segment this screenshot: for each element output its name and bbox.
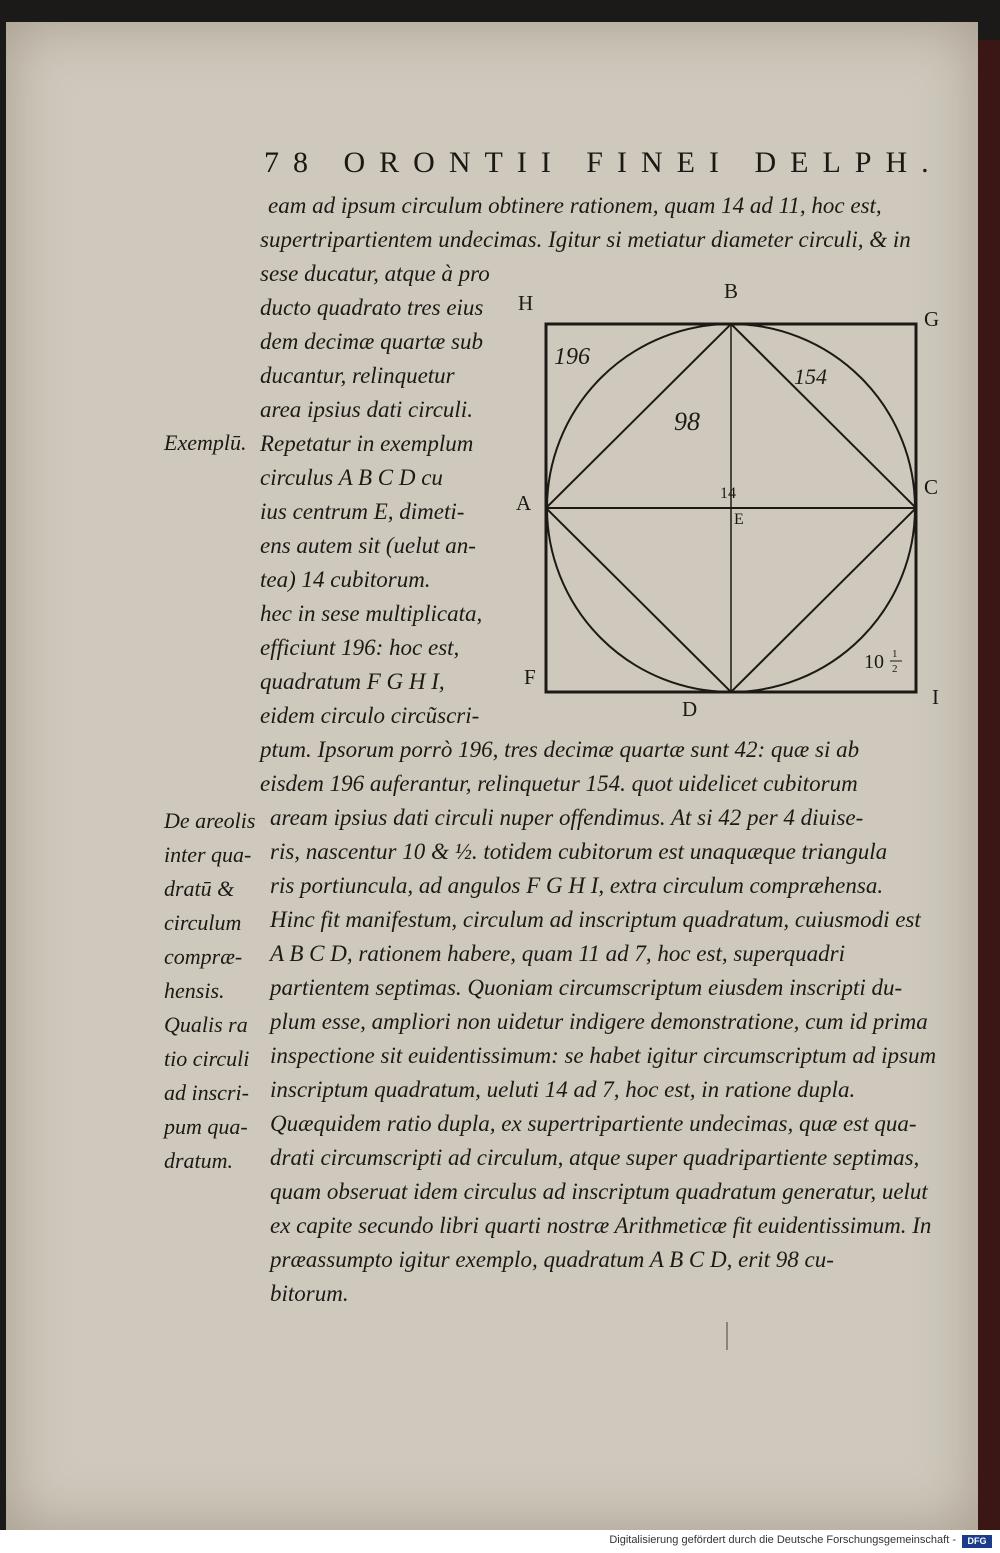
text-line: Hinc fit manifestum, circulum ad inscriptum quadratum, cuiusmodi est	[270, 907, 921, 932]
label-A: A	[516, 491, 532, 515]
text-line: ius centrum E, dimeti-	[260, 499, 465, 524]
text-line: hec in sese multiplicata,	[260, 601, 483, 626]
number-154: 154	[794, 364, 827, 389]
text-line: ducantur, relinquetur	[260, 363, 455, 388]
text-line: eam ad ipsum circulum obtinere rationem, quam 14 ad 11, hoc est,	[268, 193, 882, 218]
text-line: inscriptum quadratum, ueluti 14 ad 7, hoc est, in ratione dupla.	[270, 1077, 856, 1102]
text-line: plum esse, ampliori non uidetur indigere demonstratione, cum id prima	[270, 1009, 928, 1034]
margin-note: De areolis	[164, 808, 256, 833]
text-line: tea) 14 cubitorum.	[260, 567, 431, 592]
margin-note: hensis.	[164, 978, 225, 1003]
margin-note: Qualis ra	[164, 1012, 248, 1037]
text-line: aream ipsius dati circuli nuper offendimus. At si 42 per 4 diuise-	[270, 805, 864, 830]
margin-note: pum qua-	[164, 1114, 248, 1139]
geometry-figure	[506, 272, 966, 722]
label-E: E	[734, 511, 744, 528]
label-F: F	[524, 665, 536, 689]
fraction-numerator: 1	[892, 648, 898, 660]
text-line: circulus A B C D cu	[260, 465, 443, 490]
fraction-denominator: 2	[892, 663, 898, 675]
text-line: eidem circulo circũscri-	[260, 703, 480, 728]
number-98: 98	[674, 407, 700, 436]
text-line: inspectione sit euidentissimum: se habet igitur circumscriptum ad ipsum	[270, 1043, 937, 1068]
text-line: ptum. Ipsorum porrò 196, tres decimæ quartæ sunt 42: quæ si ab	[260, 737, 860, 762]
text-line: supertripartientem undecimas. Igitur si metiatur diameter circuli, & in	[260, 227, 911, 252]
text-line: quam obseruat idem circulus ad inscriptum quadratum generatur, uelut	[270, 1179, 928, 1204]
number-10: 10	[864, 651, 884, 673]
margin-note: ad inscri-	[164, 1080, 249, 1105]
margin-note: compræ-	[164, 944, 243, 969]
margin-note: inter qua-	[164, 842, 252, 867]
text-line: sese ducatur, atque à pro	[260, 261, 490, 286]
label-H: H	[518, 291, 534, 315]
text-line: dem decimæ quartæ sub	[260, 329, 483, 354]
text-line: bitorum.	[270, 1281, 349, 1306]
label-B: B	[724, 279, 739, 303]
number-196: 196	[554, 344, 590, 370]
margin-note: Exemplū.	[164, 430, 247, 455]
text-line: Quæquidem ratio dupla, ex supertripartiente undecimas, quæ est qua-	[270, 1111, 917, 1136]
text-line: præassumpto igitur exemplo, quadratum A B C D, erit 98 cu-	[270, 1247, 834, 1272]
text-line: quadratum F G H I,	[260, 669, 445, 694]
text-line: A B C D, rationem habere, quam 11 ad 7, hoc est, superquadri	[270, 941, 845, 966]
dfg-logo-icon: DFG	[962, 1535, 992, 1548]
label-D: D	[682, 697, 698, 721]
margin-note: dratum.	[164, 1148, 234, 1173]
text-line: Repetatur in exemplum	[260, 431, 474, 456]
label-G: G	[924, 307, 940, 331]
number-14: 14	[720, 485, 736, 502]
margin-note: circulum	[164, 910, 242, 935]
margin-note: dratū &	[164, 876, 235, 901]
text-line: ducto quadrato tres eius	[260, 295, 484, 320]
label-I: I	[932, 685, 939, 709]
margin-note: tio circuli	[164, 1046, 250, 1071]
text-line: partientem septimas. Quoniam circumscriptum eiusdem inscripti du-	[270, 975, 903, 1000]
text-line: ris portiuncula, ad angulos F G H I, extra circulum compræhensa.	[270, 873, 884, 898]
text-line: ex capite secundo libri quarti nostræ Arithmeticæ fit euidentissimum. In	[270, 1213, 932, 1238]
printer-mark	[726, 1322, 728, 1350]
footer-bar	[0, 1530, 1000, 1553]
text-line: drati circumscripti ad circulum, atque super quadripartiente septimas,	[270, 1145, 920, 1170]
text-line: efficiunt 196: hoc est,	[260, 635, 460, 660]
text-line: ris, nascentur 10 & ½. totidem cubitorum est unaquæque triangula	[270, 839, 888, 864]
label-C: C	[924, 475, 939, 499]
footer-credit: Digitalisierung gefördert durch die Deutsche Forschungsgemeinschaft -	[609, 1534, 956, 1546]
binding-edge	[978, 40, 1000, 1530]
text-line: ens autem sit (uelut an-	[260, 533, 476, 558]
text-line: area ipsius dati circuli.	[260, 397, 473, 422]
text-line: eisdem 196 auferantur, relinquetur 154. quot uidelicet cubitorum	[260, 771, 858, 796]
book-page	[6, 22, 978, 1530]
running-title: 78 ORONTII FINEI DELPH.	[264, 146, 943, 179]
